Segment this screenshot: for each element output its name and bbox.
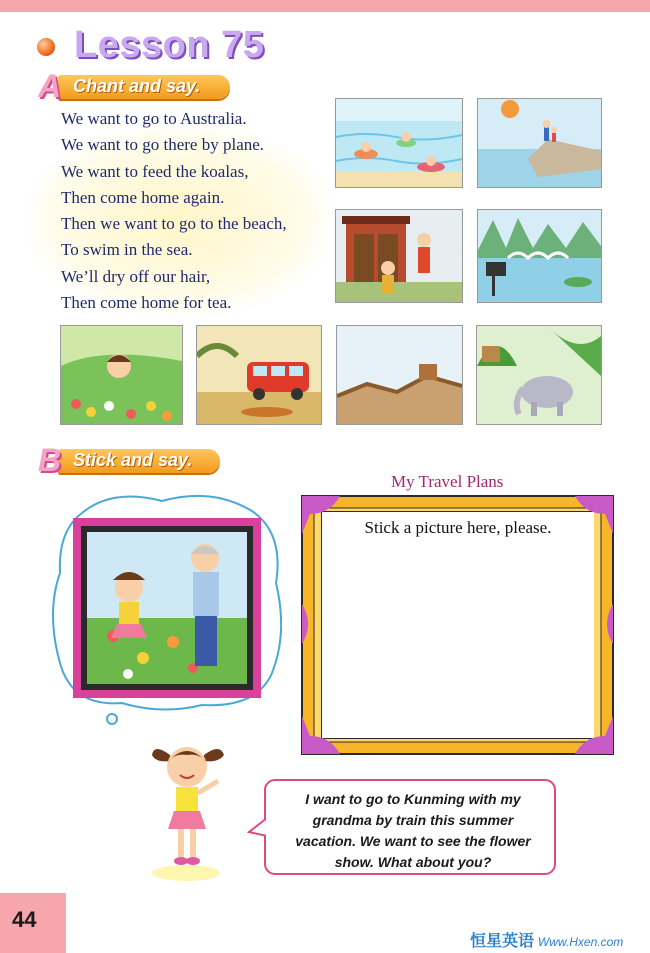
sunset-rock-picture xyxy=(477,98,602,188)
temple-gate-picture xyxy=(335,209,463,303)
great-wall-picture xyxy=(336,325,463,425)
flower-garden-picture xyxy=(60,325,183,425)
travel-plans-title: My Travel Plans xyxy=(391,472,504,491)
safari-car-picture xyxy=(196,325,322,425)
chant-line: Then come home again. xyxy=(61,187,225,207)
section-a-letter: A xyxy=(38,68,62,104)
watermark xyxy=(470,928,623,951)
chant-line: We’ll dry off our hair, xyxy=(61,266,211,286)
chant-line: We want to feed the koalas, xyxy=(61,161,249,181)
river-bridge-picture xyxy=(477,209,602,303)
section-b-label: Stick and say. xyxy=(73,450,193,470)
chant-line: To swim in the sea. xyxy=(61,240,193,260)
chant-text xyxy=(61,106,287,316)
stick-picture-area xyxy=(322,512,594,738)
lesson-title: Lesson 75 xyxy=(74,24,265,66)
speech-text: I want to go to Kunming with my grandma by train this summer vacation. We want to see the flower show. What about you? xyxy=(295,791,531,870)
watermark-en: Www.Hxen.com xyxy=(537,935,624,949)
orange-dot-icon xyxy=(37,38,55,56)
section-b-letter: B xyxy=(38,442,62,478)
top-border-strip xyxy=(0,0,650,12)
chant-line: We want to go there by plane. xyxy=(61,135,265,155)
section-a-label: Chant and say. xyxy=(73,76,201,96)
chant-line: Then come home for tea. xyxy=(61,293,232,313)
beach-swimming-picture xyxy=(335,98,463,188)
watermark-cn: 恒星英语 xyxy=(470,933,535,950)
chant-line: We want to go to Australia. xyxy=(61,109,247,128)
stick-picture-hint: Stick a picture here, please. xyxy=(364,518,552,537)
page-number: 44 xyxy=(12,907,37,932)
chant-line: Then we want to go to the beach, xyxy=(61,214,287,234)
girl-character xyxy=(140,733,240,883)
elephant-jungle-picture xyxy=(476,325,602,425)
girl-grandma-garden-photo xyxy=(73,518,261,698)
